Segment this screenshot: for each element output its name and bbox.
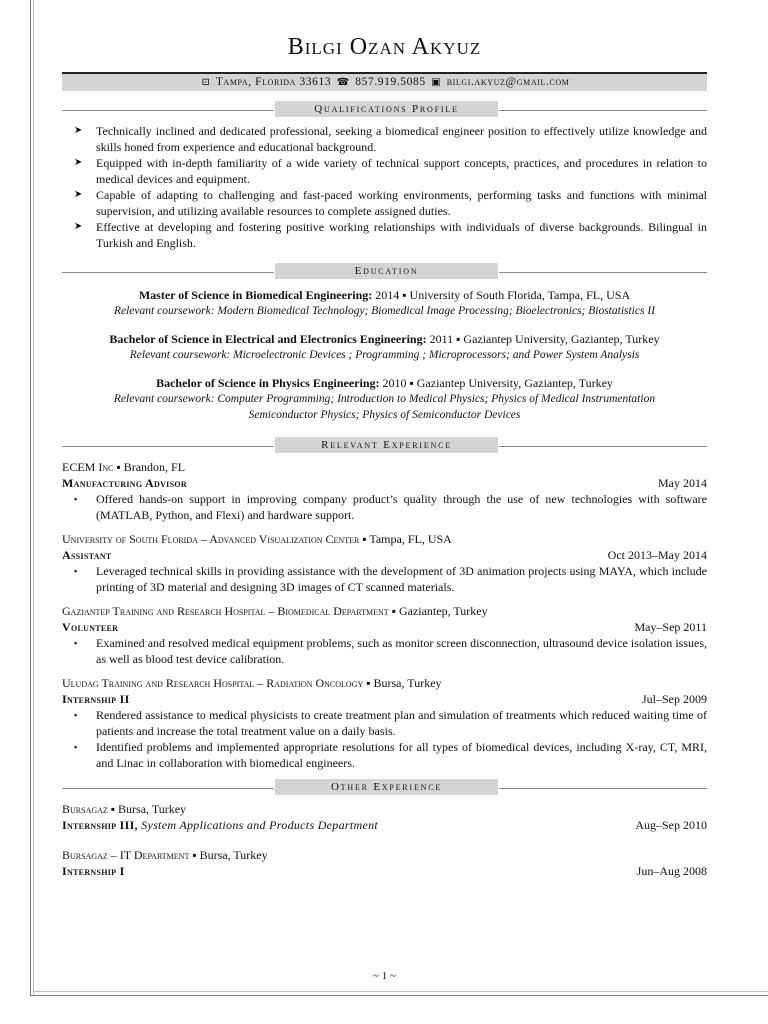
job-title: Volunteer (62, 620, 119, 634)
employer: ECEM Inc (62, 460, 114, 474)
job-bullets (62, 491, 707, 523)
page-border-left-inner (33, 0, 34, 996)
qualifications-list (62, 123, 707, 251)
candidate-name: Bilgi Ozan Akyuz (287, 34, 482, 60)
degree-details: 2011 ▪ Gaziantep University, Gaziantep, Turkey (426, 332, 660, 346)
employer-location: ▪ Tampa, FL, USA (359, 532, 452, 546)
divider (499, 788, 707, 789)
employer-location: ▪ Bursa, Turkey (189, 848, 268, 862)
square-bullet-icon: ▪ (74, 710, 78, 720)
job-title: Assistant (62, 548, 112, 562)
degree: Bachelor of Science in Electrical and Electronics Engineering: (109, 332, 427, 346)
job-entry (62, 531, 707, 595)
job-bullets (62, 707, 707, 771)
job-department: System Applications and Products Department (137, 818, 379, 832)
job-title: Internship II (62, 692, 130, 706)
job-entry (62, 847, 707, 879)
phone-text: 857.919.5085 (355, 76, 426, 88)
list-item: ➤ Technically inclined and dedicated professional, seeking a biomedical engineer position to effectively utilize knowledge and skills honed from experience and educational background. (74, 124, 707, 154)
list-item: ➤ Equipped with in-depth familiarity of a wide variety of technical support concepts, practices, and procedures in relation to medical devices and equipment. (74, 156, 707, 186)
job-dates: Jul–Sep 2009 (641, 692, 707, 706)
job-bullets (62, 635, 707, 667)
list-item: ▪ Identified problems and implemented appropriate resolutions for all types of biomedical devices, including X-ray, CT, MRI, and Linac in collaboration with biomedical engineers. (74, 740, 707, 770)
coursework: Relevant coursework: Microelectronic Devices ; Programming ; Microprocessors; and Power System Analysis (129, 349, 640, 361)
section-title: Qualifications Profile (275, 101, 498, 117)
list-item: ▪ Offered hands-on support in improving company product’s quality through the use of new technologies with software (MATLAB, Python, and Flexi) and hardware support. (74, 492, 707, 522)
job-title: Manufacturing Advisor (62, 476, 187, 490)
square-bullet-icon: ▪ (74, 638, 78, 648)
section-title: Education (275, 263, 498, 279)
coursework-continued: Semiconductor Physics; Physics of Semiconductor Devices (248, 409, 521, 421)
divider (499, 446, 707, 447)
section-other-experience (62, 779, 707, 797)
list-item: ▪ Examined and resolved medical equipment problems, such as monitor screen disconnection, ultrasound device isolation issues, as well as blood test device calibration. (74, 636, 707, 666)
employer: University of South Florida – Advanced Visualization Center (62, 532, 360, 546)
list-item: ▪ Leveraged technical skills in providing assistance with the development of 3D animation projects using MAYA, which include printing of 3D material and designing 3D images of CT scanned materials. (74, 564, 707, 594)
degree: Bachelor of Science in Physics Engineering: (156, 376, 380, 390)
section-title: Other Experience (275, 779, 498, 795)
list-item: ➤ Capable of adapting to challenging and fast-paced working environments, performing tasks and functions with minimal supervision, and utilizing available resources to complete assigned duties. (74, 188, 707, 218)
degree-details: 2010 ▪ Gaziantep University, Gaziantep, Turkey (379, 376, 613, 390)
section-relevant-experience (62, 437, 707, 455)
coursework: Relevant coursework: Computer Programming; Introduction to Medical Physics; Physics of Medical Instrumentation (113, 393, 656, 405)
page-border-left (30, 0, 31, 996)
job-dates: Oct 2013–May 2014 (607, 548, 707, 562)
arrow-bullet-icon: ➤ (74, 189, 83, 200)
employer-location: ▪ Bursa, Turkey (107, 802, 187, 816)
job-bullets (62, 563, 707, 595)
square-bullet-icon: ▪ (74, 742, 78, 752)
mailbox-icon: ⊡ (201, 77, 211, 88)
resume-page (62, 28, 707, 982)
job-dates: Aug–Sep 2010 (635, 818, 707, 832)
job-title: Internship I (62, 864, 125, 878)
arrow-bullet-icon: ➤ (74, 221, 83, 232)
arrow-bullet-icon: ➤ (74, 157, 83, 168)
job-entry (62, 459, 707, 523)
divider (499, 272, 707, 273)
employer-location: ▪ Brandon, FL (113, 460, 186, 474)
section-education (62, 263, 707, 281)
job-dates: Jun–Aug 2008 (636, 864, 707, 878)
arrow-bullet-icon: ➤ (74, 125, 83, 136)
education-entry (62, 375, 707, 423)
email-link[interactable]: bilgi.akyuz@gmail.com (446, 76, 570, 88)
employer: Bursagaz – IT Department (62, 848, 190, 862)
job-entry (62, 603, 707, 667)
employer: Bursagaz (62, 802, 108, 816)
employer-location: ▪ Bursa, Turkey (363, 676, 442, 690)
divider (499, 110, 707, 111)
degree: Master of Science in Biomedical Engineering: (138, 288, 373, 302)
page-border-bottom-inner (33, 991, 768, 992)
address-text: Tampa, Florida 33613 (215, 76, 332, 88)
page-number: ~ 1 ~ (373, 970, 396, 982)
job-title: Internship III, System Applications and Products Department (62, 818, 379, 832)
divider (62, 446, 274, 447)
degree-details: 2014 ▪ University of South Florida, Tampa, FL, USA (372, 288, 631, 302)
divider (62, 272, 274, 273)
square-bullet-icon: ▪ (74, 566, 78, 576)
education-entry (62, 331, 707, 363)
page-border-bottom (30, 995, 768, 996)
list-item: ▪ Rendered assistance to medical physicists to create treatment plan and simulation of treatments which reduced waiting time of patients and increase the total treatment value on a daily basis. (74, 708, 707, 738)
employer: Uludag Training and Research Hospital – Radiation Oncology (62, 676, 364, 690)
list-item: ➤ Effective at developing and fostering positive working relationships with individuals of diverse backgrounds. Bilingual in Turkish and English. (74, 220, 707, 250)
telephone-icon: ☎ (336, 77, 350, 88)
job-entry (62, 675, 707, 771)
section-qualifications (62, 101, 707, 119)
contact-bar (62, 72, 707, 91)
section-title: Relevant Experience (275, 437, 498, 453)
job-dates: May–Sep 2011 (634, 620, 707, 634)
computer-icon: ▣ (431, 77, 442, 88)
divider (62, 110, 274, 111)
divider (62, 788, 274, 789)
job-entry (62, 801, 707, 833)
job-dates: May 2014 (658, 476, 707, 490)
coursework: Relevant coursework: Modern Biomedical Technology; Biomedical Image Processing; Bioelectronics; Biostatistics II (113, 305, 655, 317)
employer: Gaziantep Training and Research Hospital – Biomedical Department (62, 604, 389, 618)
square-bullet-icon: ▪ (74, 494, 78, 504)
employer-location: ▪ Gaziantep, Turkey (388, 604, 488, 618)
education-entry (62, 287, 707, 319)
